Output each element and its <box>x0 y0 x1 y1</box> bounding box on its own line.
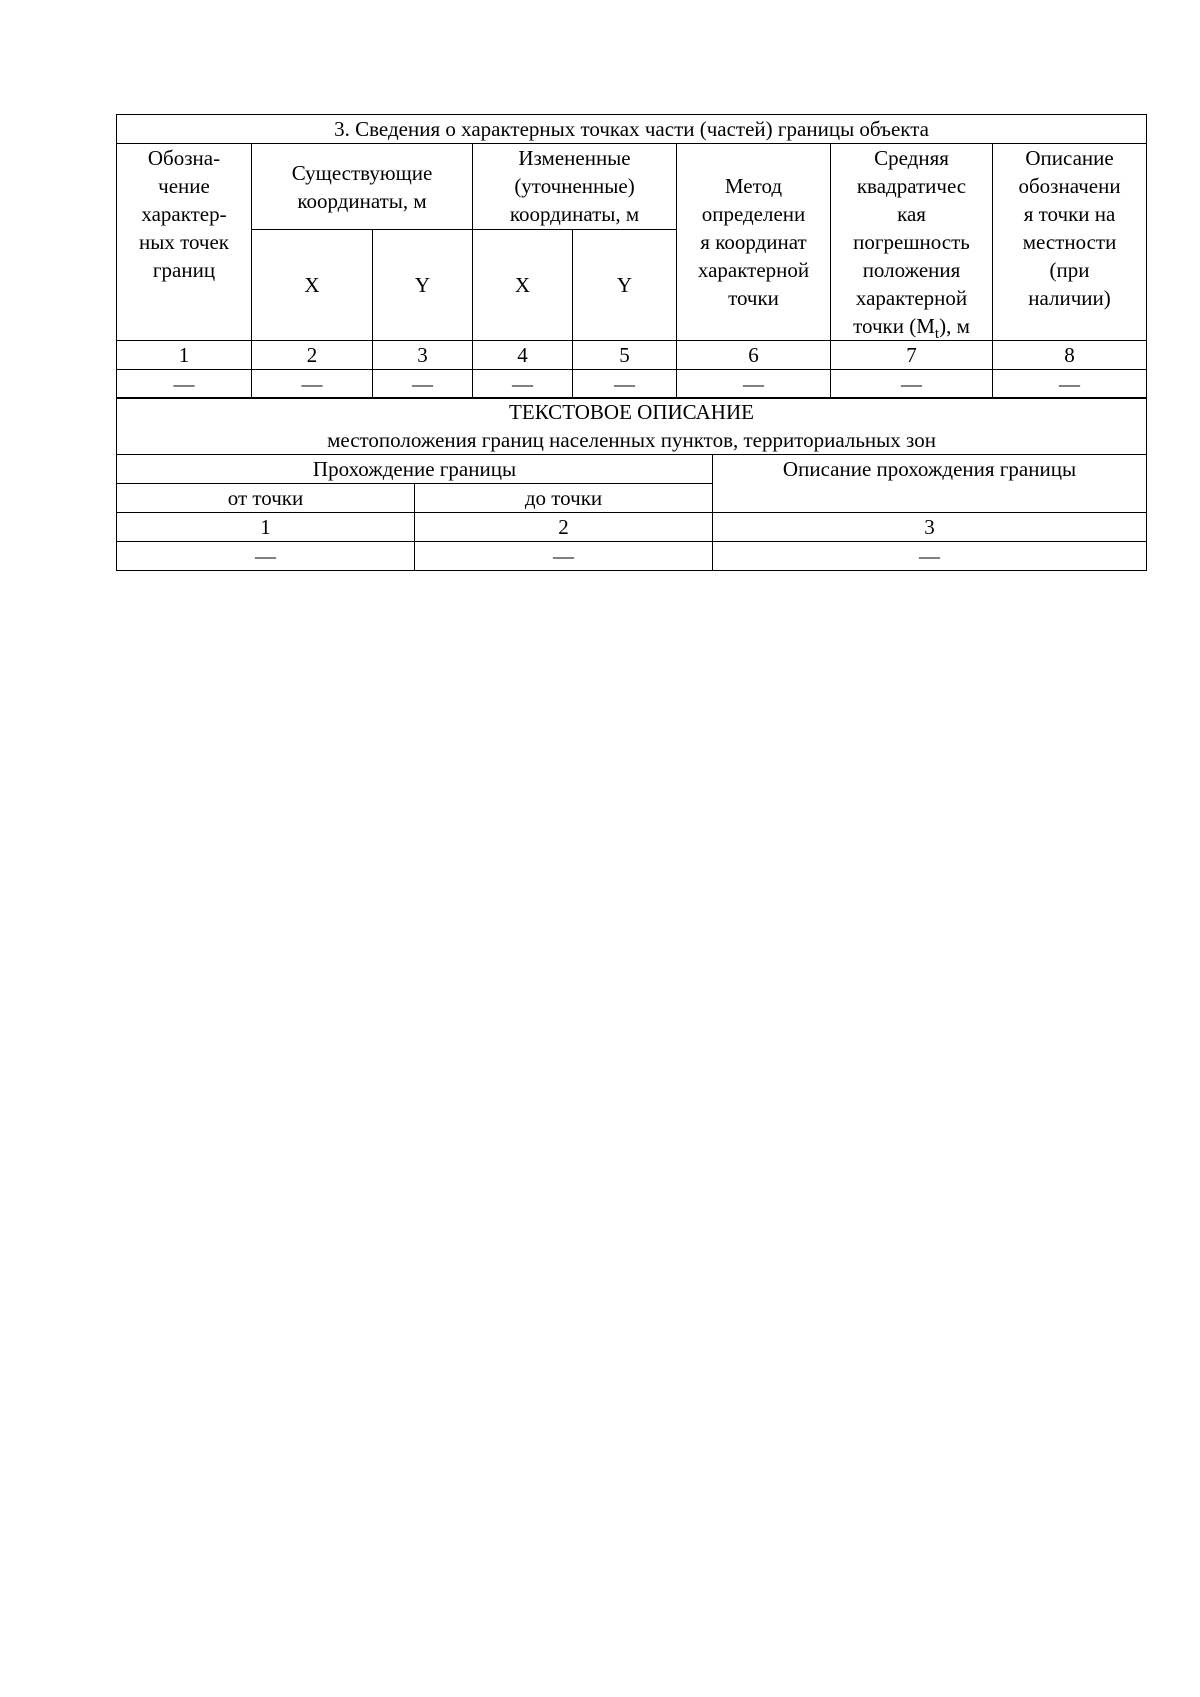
header-mse-subscript: t <box>934 326 940 341</box>
description-table <box>116 397 1147 571</box>
empty-cell-dash: — <box>573 370 677 399</box>
section-title: 3. Сведения о характерных точках части (частей) границы объекта <box>117 115 1147 144</box>
column-number: 1 <box>117 341 252 370</box>
header-to-point: до точки <box>415 484 713 513</box>
header-changed-y: Y <box>573 230 677 341</box>
column-number: 6 <box>677 341 831 370</box>
column-number: 2 <box>252 341 373 370</box>
header-point-designation: Обозна- чение характер- ных точек границ <box>117 144 252 341</box>
empty-cell-dash: — <box>373 370 473 399</box>
column-number: 1 <box>117 513 415 542</box>
column-number: 5 <box>573 341 677 370</box>
empty-cell-dash: — <box>713 542 1147 571</box>
header-existing-x: X <box>252 230 373 341</box>
points-table <box>116 114 1147 399</box>
header-changed-coordinates: Измененные (уточненные) координаты, м <box>473 144 677 230</box>
header-existing-coordinates: Существующие координаты, м <box>252 144 473 230</box>
header-boundary-passage: Прохождение границы <box>117 455 713 484</box>
empty-cell-dash: — <box>252 370 373 399</box>
column-number: 7 <box>831 341 993 370</box>
header-boundary-description: Описание прохождения границы <box>713 455 1147 513</box>
header-from-point: от точки <box>117 484 415 513</box>
empty-cell-dash: — <box>831 370 993 399</box>
header-mse-unit: ), м <box>939 314 970 338</box>
header-changed-x: X <box>473 230 573 341</box>
empty-cell-dash: — <box>993 370 1147 399</box>
empty-cell-dash: — <box>677 370 831 399</box>
empty-cell-dash: — <box>473 370 573 399</box>
column-number: 2 <box>415 513 713 542</box>
column-number: 8 <box>993 341 1147 370</box>
column-number: 3 <box>713 513 1147 542</box>
empty-cell-dash: — <box>117 542 415 571</box>
empty-cell-dash: — <box>117 370 252 399</box>
data-row <box>117 370 1147 399</box>
data-row <box>117 542 1147 571</box>
header-method: Метод определени я координат характерной точки <box>677 144 831 341</box>
header-point-description: Описание обозначени я точки на местности (при наличии) <box>993 144 1147 341</box>
column-number: 4 <box>473 341 573 370</box>
text-description-title <box>117 398 1147 455</box>
header-existing-y: Y <box>373 230 473 341</box>
text-description-heading: ТЕКСТОВОЕ ОПИСАНИЕ <box>509 400 754 425</box>
column-numbers-row <box>117 513 1147 542</box>
column-number: 3 <box>373 341 473 370</box>
header-mse-text: Средняя квадратичес кая погрешность положения характерной точки (M <box>853 146 970 338</box>
document-sheet <box>116 114 1146 571</box>
empty-cell-dash: — <box>415 542 713 571</box>
text-description-subheading: местоположения границ населенных пунктов, территориальных зон <box>327 428 936 453</box>
column-numbers-row <box>117 341 1147 370</box>
header-mean-square-error <box>831 144 993 341</box>
